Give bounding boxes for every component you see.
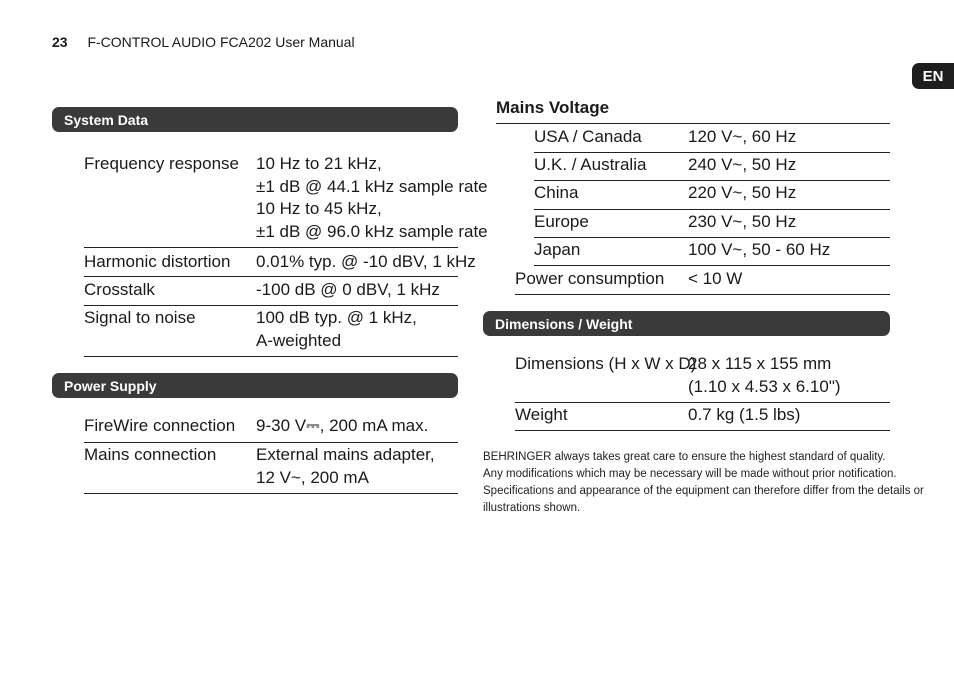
- mains-value: 230 V~, 50 Hz: [688, 212, 797, 231]
- spec-row-weight: [515, 403, 890, 431]
- page-number: 23: [52, 34, 68, 50]
- spec-value: < 10 W: [688, 269, 743, 288]
- spec-row-signal-to-noise: [84, 306, 458, 357]
- spec-row-dimensions: [515, 352, 890, 403]
- mains-row-uk-australia: [534, 153, 890, 181]
- spec-row-mains-connection: [84, 443, 458, 494]
- spec-value: 100 dB typ. @ 1 kHz, A-weighted: [256, 308, 417, 350]
- language-tab[interactable]: EN: [912, 63, 954, 89]
- page-header: [52, 34, 355, 50]
- spec-row-frequency-response: [84, 153, 488, 248]
- spec-label: Harmonic distortion: [84, 252, 231, 271]
- spec-label: FireWire connection: [84, 416, 236, 435]
- spec-label: Crosstalk: [84, 280, 155, 299]
- spec-value: -100 dB @ 0 dBV, 1 kHz: [256, 280, 440, 299]
- system-data-header: System Data: [52, 107, 458, 132]
- mains-value: 100 V~, 50 - 60 Hz: [688, 240, 831, 259]
- mains-voltage-title: Mains Voltage: [496, 98, 610, 117]
- mains-region: Europe: [534, 212, 589, 231]
- mains-region: U.K. / Australia: [534, 155, 647, 174]
- mains-value: 220 V~, 50 Hz: [688, 183, 797, 202]
- disclaimer-footnote: BEHRINGER always takes great care to ensure the highest standard of quality. Any modifications which may be necessary will be made without prior notification. Specifications and appearance of the equipment can therefore differ from the details or illustrations shown.: [483, 451, 924, 514]
- spec-value: 0.01% typ. @ -10 dBV, 1 kHz: [256, 252, 476, 271]
- spec-row-harmonic-distortion: [84, 248, 476, 277]
- spec-row-firewire-connection: [84, 414, 458, 443]
- spec-label: Power consumption: [515, 269, 665, 288]
- mains-value: 120 V~, 60 Hz: [688, 127, 797, 146]
- spec-label: Mains connection: [84, 445, 217, 464]
- spec-value: External mains adapter, 12 V~, 200 mA: [256, 445, 435, 487]
- mains-region: Japan: [534, 240, 581, 259]
- mains-value: 240 V~, 50 Hz: [688, 155, 797, 174]
- spec-value: 0.7 kg (1.5 lbs): [688, 405, 801, 424]
- spec-value: 9-30 V⎓, 200 mA max.: [256, 416, 429, 435]
- mains-row-japan: [534, 238, 890, 266]
- spec-label: Dimensions (H x W x D): [515, 354, 697, 373]
- spec-label: Weight: [515, 405, 568, 424]
- mains-row-usa-canada: [534, 124, 890, 153]
- spec-row-crosstalk: [84, 277, 458, 306]
- mains-region: China: [534, 183, 579, 202]
- spec-label: Signal to noise: [84, 308, 196, 327]
- mains-region: USA / Canada: [534, 127, 642, 146]
- spec-label: Frequency response: [84, 154, 239, 173]
- spec-value: 10 Hz to 21 kHz, ±1 dB @ 44.1 kHz sample rate 10 Hz to 45 kHz, ±1 dB @ 96.0 kHz sample rate: [256, 154, 488, 241]
- power-consumption-row: [515, 266, 890, 295]
- mains-row-china: [534, 181, 890, 210]
- mains-row-europe: [534, 210, 890, 238]
- dimensions-weight-header: Dimensions / Weight: [483, 311, 890, 336]
- power-supply-header: Power Supply: [52, 373, 458, 398]
- manual-title: F-CONTROL AUDIO FCA202 User Manual: [87, 34, 355, 50]
- spec-value: 28 x 115 x 155 mm (1.10 x 4.53 x 6.10"): [688, 354, 841, 396]
